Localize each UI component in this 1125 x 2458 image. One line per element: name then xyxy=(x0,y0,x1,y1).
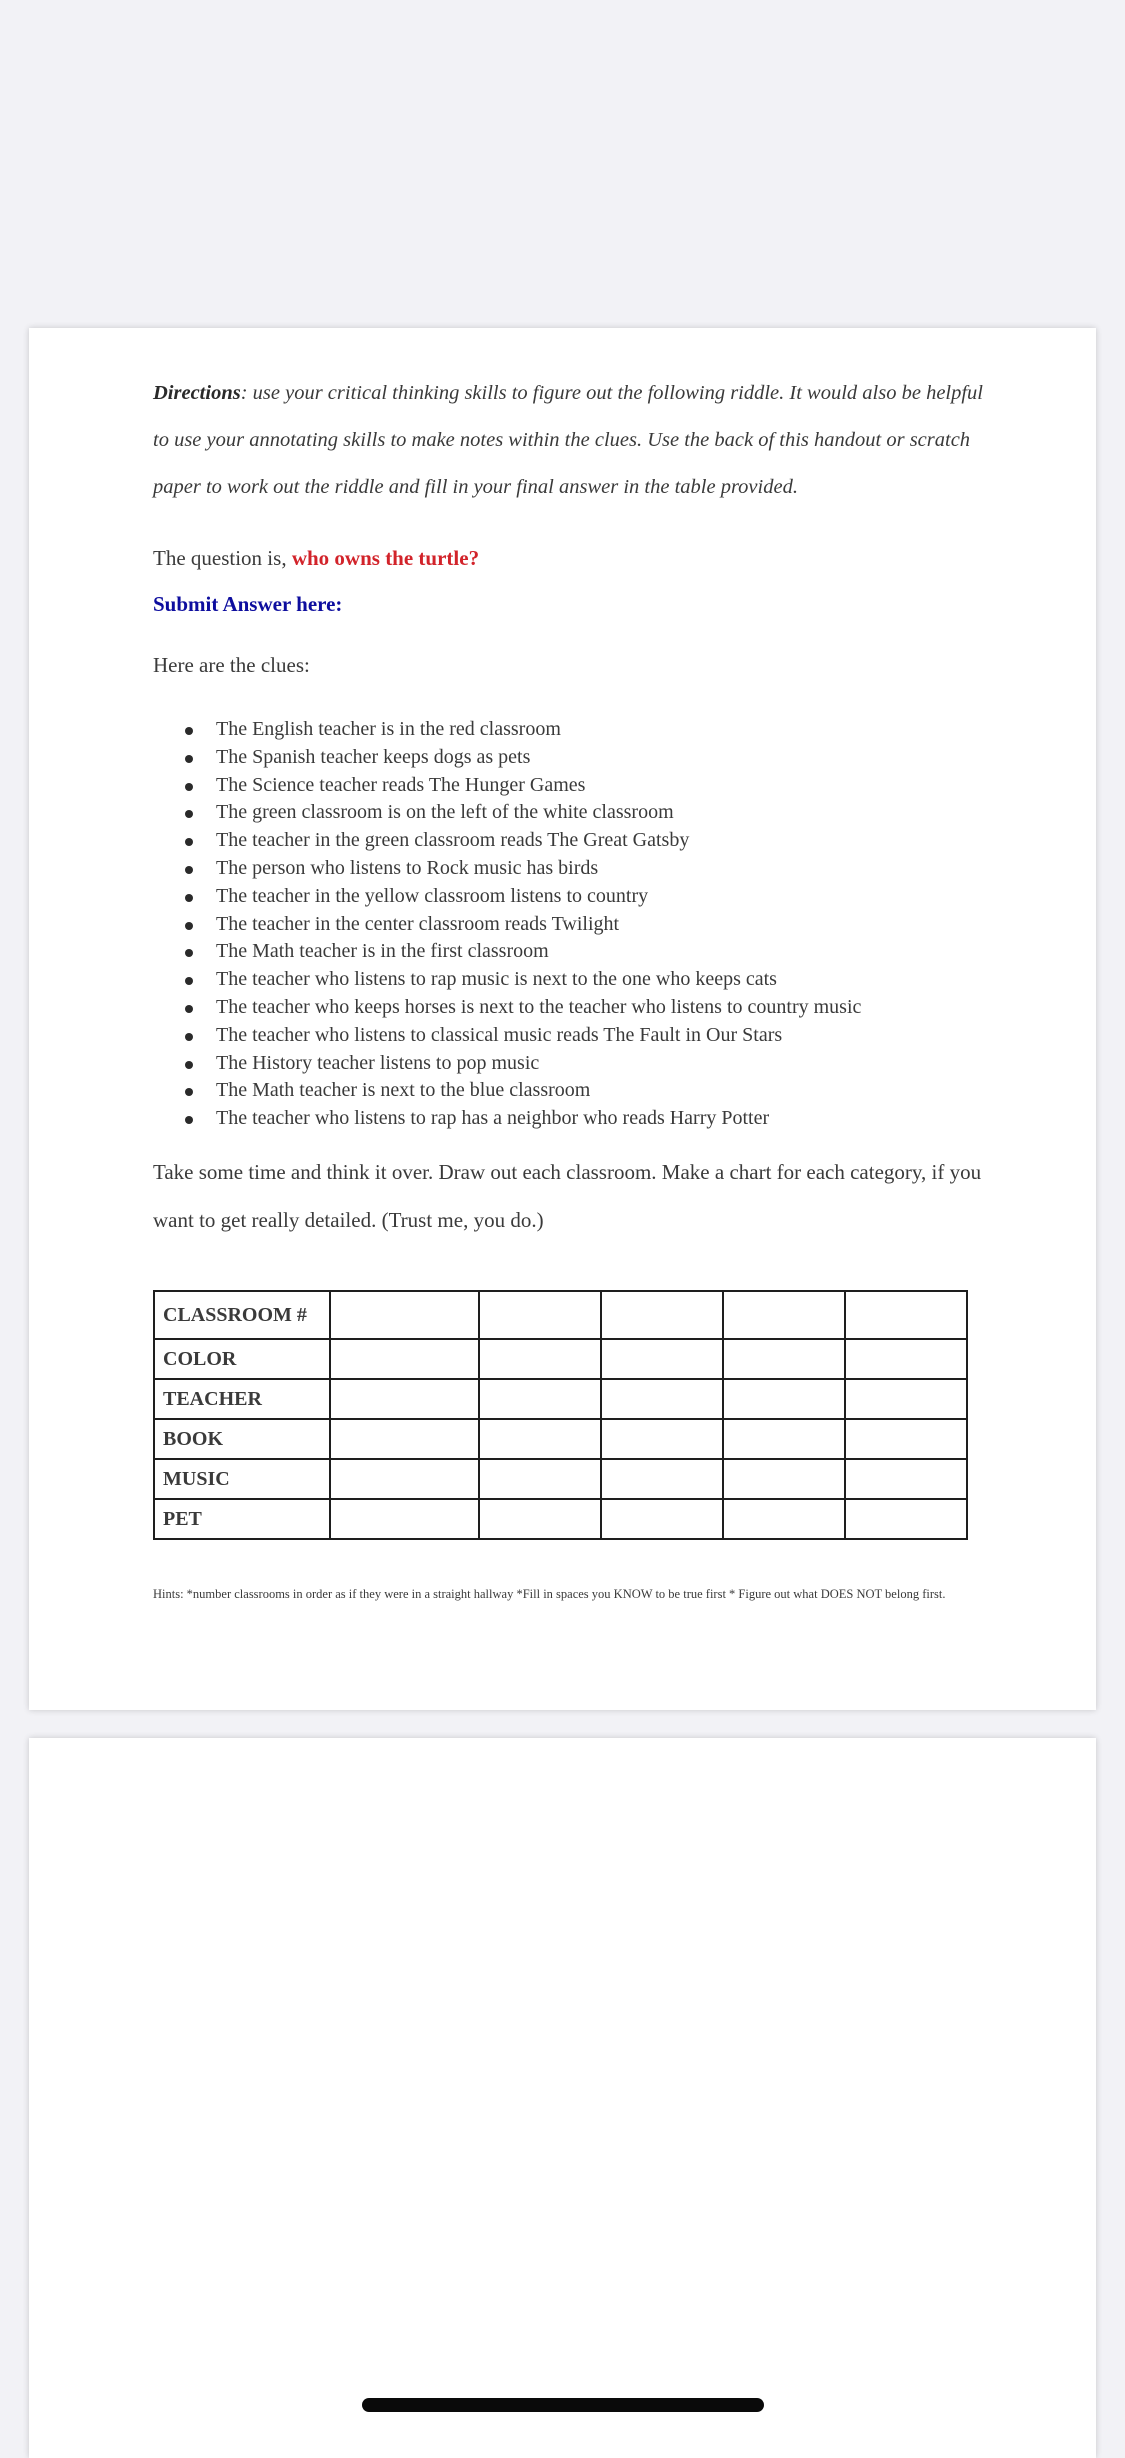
table-cell[interactable] xyxy=(723,1291,845,1339)
table-cell[interactable] xyxy=(601,1379,723,1419)
clue-text: The English teacher is in the red classroom xyxy=(216,718,561,740)
clue-item xyxy=(153,855,861,883)
takeaway-paragraph: Take some time and think it over. Draw out each classroom. Make a chart for each category, if you want to get really detailed. (Trust me, you do.) xyxy=(153,1160,982,1232)
table-cell[interactable] xyxy=(479,1459,601,1499)
clue-text: The person who listens to Rock music has birds xyxy=(216,856,599,879)
table-row xyxy=(154,1379,967,1419)
row-label-book: BOOK xyxy=(154,1419,330,1459)
clue-item xyxy=(153,799,861,827)
clue-text: The teacher who listens to rap music is next to the one who keeps cats xyxy=(216,968,777,991)
bullet-icon xyxy=(185,1033,193,1041)
bullet-icon xyxy=(185,949,193,957)
clue-text: The teacher who keeps horses is next to the teacher who listens to country music xyxy=(216,995,862,1018)
question-highlight: who owns the turtle? xyxy=(291,546,480,570)
table-cell[interactable] xyxy=(723,1499,845,1539)
table-cell[interactable] xyxy=(601,1459,723,1499)
table-cell[interactable] xyxy=(601,1419,723,1459)
clue-text: The teacher in the green classroom reads The Great Gatsby xyxy=(216,829,690,852)
table-cell[interactable] xyxy=(330,1291,479,1339)
table-cell[interactable] xyxy=(845,1459,967,1499)
clue-text: The teacher who listens to classical music reads The Fault in Our Stars xyxy=(216,1023,783,1046)
clue-item xyxy=(153,772,861,800)
clue-item xyxy=(153,827,861,855)
bullet-icon xyxy=(185,810,193,818)
table-cell[interactable] xyxy=(479,1291,601,1339)
table-cell[interactable] xyxy=(330,1459,479,1499)
clue-item xyxy=(153,744,861,772)
clue-item xyxy=(153,911,861,939)
directions-label: Directions xyxy=(153,382,241,404)
clue-item xyxy=(153,1077,861,1105)
table-row xyxy=(154,1459,967,1499)
table-cell[interactable] xyxy=(723,1379,845,1419)
clue-item xyxy=(153,994,861,1022)
table-cell[interactable] xyxy=(330,1339,479,1379)
table-cell[interactable] xyxy=(479,1379,601,1419)
clue-text: The Science teacher reads The Hunger Games xyxy=(216,773,586,796)
directions-paragraph xyxy=(153,370,983,511)
clues-heading: Here are the clues: xyxy=(153,653,310,677)
bullet-icon xyxy=(185,1061,193,1069)
clue-text: The Math teacher is in the first classroom xyxy=(216,940,549,963)
directions-text: : use your critical thinking skills to figure out the following riddle. It would also be helpful to use your annotating skills to make notes within the clues. Use the back of this handout or scratch paper to work out the riddle and fill in your final answer in the table provided. xyxy=(153,382,984,498)
bullet-icon xyxy=(185,894,193,902)
bullet-icon xyxy=(185,866,193,874)
clue-item xyxy=(153,716,861,744)
clues-list xyxy=(153,716,861,1133)
clue-item xyxy=(153,1050,861,1078)
table-cell[interactable] xyxy=(479,1419,601,1459)
clue-item xyxy=(153,1105,861,1133)
table-row xyxy=(154,1419,967,1459)
table-cell[interactable] xyxy=(723,1339,845,1379)
row-label-music: MUSIC xyxy=(154,1459,330,1499)
clue-text: The Spanish teacher keeps dogs as pets xyxy=(216,745,531,768)
table-cell[interactable] xyxy=(845,1291,967,1339)
clue-text: The teacher in the center classroom reads Twilight xyxy=(216,912,620,935)
bullet-icon xyxy=(185,838,193,846)
table-cell[interactable] xyxy=(330,1499,479,1539)
table-cell[interactable] xyxy=(845,1499,967,1539)
document-page-2 xyxy=(29,1738,1096,2458)
table-cell[interactable] xyxy=(845,1379,967,1419)
clue-text: The green classroom is on the left of the white classroom xyxy=(216,801,674,824)
table-cell[interactable] xyxy=(479,1499,601,1539)
row-label-pet: PET xyxy=(154,1499,330,1539)
table-cell[interactable] xyxy=(479,1339,601,1379)
table-cell[interactable] xyxy=(845,1419,967,1459)
table-cell[interactable] xyxy=(723,1419,845,1459)
question-line xyxy=(153,546,479,571)
table-row xyxy=(154,1291,967,1339)
clue-item xyxy=(153,938,861,966)
bullet-icon xyxy=(185,727,193,735)
clue-text: The teacher in the yellow classroom listens to country xyxy=(216,884,649,907)
bullet-icon xyxy=(185,783,193,791)
question-prefix: The question is, xyxy=(153,546,292,570)
clue-text: The History teacher listens to pop music xyxy=(216,1051,540,1074)
bullet-icon xyxy=(185,922,193,930)
table-row xyxy=(154,1499,967,1539)
answer-table xyxy=(153,1290,968,1540)
clue-text: The Math teacher is next to the blue classroom xyxy=(216,1079,591,1102)
hints-paragraph: Hints: *number classrooms in order as if they were in a straight hallway *Fill in spaces you KNOW to be true first * Figure out what DOES NOT belong first. xyxy=(153,1587,946,1601)
row-label-classroom: CLASSROOM # xyxy=(154,1291,330,1339)
clue-item xyxy=(153,1022,861,1050)
bullet-icon xyxy=(185,755,193,763)
clue-text: The teacher who listens to rap has a neighbor who reads Harry Potter xyxy=(216,1107,770,1130)
row-label-teacher: TEACHER xyxy=(154,1379,330,1419)
table-cell[interactable] xyxy=(601,1499,723,1539)
document-page-1 xyxy=(29,328,1096,1710)
submit-answer-link[interactable]: Submit Answer here: xyxy=(153,592,343,616)
table-cell[interactable] xyxy=(601,1339,723,1379)
table-cell[interactable] xyxy=(601,1291,723,1339)
table-cell[interactable] xyxy=(330,1419,479,1459)
home-indicator[interactable] xyxy=(362,2398,764,2412)
row-label-color: COLOR xyxy=(154,1339,330,1379)
bullet-icon xyxy=(185,1088,193,1096)
bullet-icon xyxy=(185,977,193,985)
bullet-icon xyxy=(185,1005,193,1013)
table-cell[interactable] xyxy=(845,1339,967,1379)
bullet-icon xyxy=(185,1116,193,1124)
clue-item xyxy=(153,966,861,994)
table-cell[interactable] xyxy=(330,1379,479,1419)
table-row xyxy=(154,1339,967,1379)
clue-item xyxy=(153,883,861,911)
table-cell[interactable] xyxy=(723,1459,845,1499)
